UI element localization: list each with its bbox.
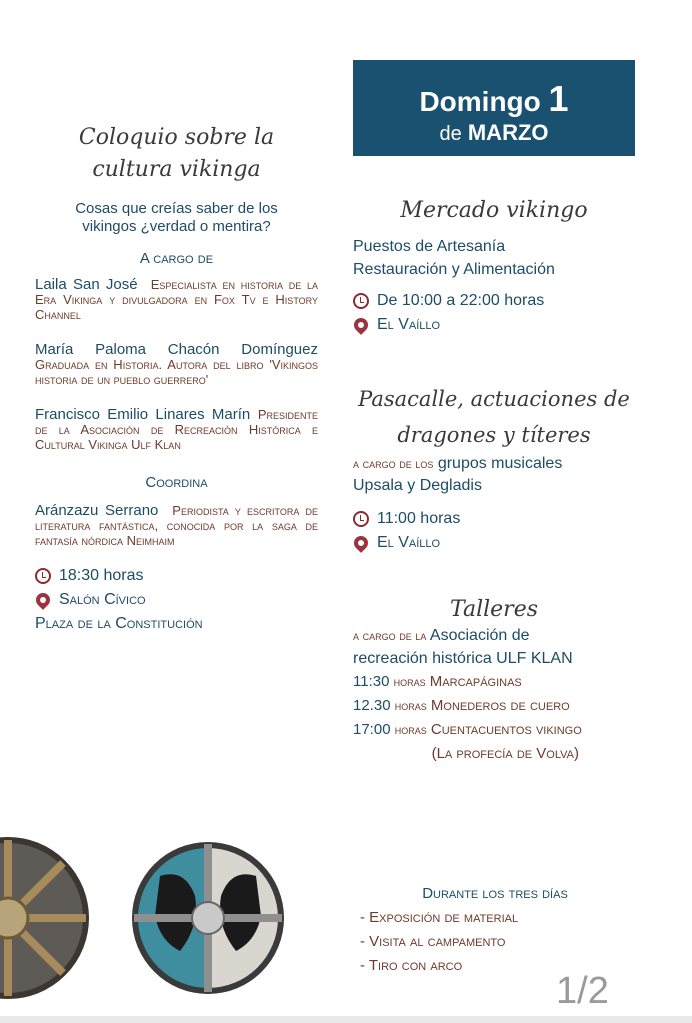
coordinator-name: Aránzazu Serrano (35, 502, 159, 519)
location-pin-icon (33, 590, 53, 610)
right-column (353, 198, 635, 766)
shield-icon (0, 840, 86, 996)
place: Salón Cívico (59, 591, 146, 608)
place-row (353, 313, 635, 337)
speaker (35, 407, 318, 452)
colloquium-title (35, 122, 318, 186)
workshop-name: Cuentacuentos vikingo (430, 721, 582, 738)
location-pin-icon (351, 315, 371, 335)
groups: Upsala y Degladis (353, 477, 482, 494)
org: Asociación de (429, 627, 530, 644)
location-pin-icon (351, 533, 371, 553)
talleres-title: Talleres (450, 597, 538, 622)
mercado-title: Mercado vikingo (400, 198, 588, 223)
workshop-list (353, 670, 635, 766)
workshop-item (353, 670, 635, 694)
speaker-desc: Presidente de la Asociación de Recreación Histórica e Cultural Vikinga Ulf Klan (35, 407, 318, 452)
workshop-item (353, 694, 635, 718)
workshop-item (353, 718, 635, 742)
place: El Vaíllo (377, 534, 441, 551)
prefix: a cargo de la (353, 628, 427, 643)
activity-item: - Visita al campamento (360, 933, 506, 950)
time: De 10:00 a 22:00 horas (377, 292, 545, 309)
prefix: a cargo de los (353, 456, 434, 471)
groups: grupos musicales (437, 455, 563, 472)
raven-shield-icon (132, 842, 284, 994)
time-row (353, 507, 635, 531)
mercado-line: Restauración y Alimentación (353, 261, 555, 278)
all-days-heading: Durante los tres días (422, 885, 568, 902)
date-banner (353, 60, 635, 156)
clock-icon (353, 511, 369, 527)
speaker (35, 342, 318, 387)
coordinator-desc: Periodista y escritora de literatura fantástica, conocida por la saga de fantasía nórdica Neimhaim (35, 503, 318, 548)
all-days-box (360, 882, 610, 978)
mercado-line: Puestos de Artesanía (353, 238, 506, 255)
workshop-name: Monederos de cuero (430, 697, 570, 714)
speaker (35, 277, 318, 322)
workshop-time: 17:00 (353, 721, 391, 738)
page-indicator: 1/2 (556, 970, 609, 1012)
workshop-unit: horas (393, 674, 426, 689)
month: MARZO (467, 120, 549, 145)
speaker-name: Laila San José (35, 276, 138, 293)
subtitle: Cosas que creías saber de los vikingos ¿verdad o mentira? (75, 200, 278, 235)
time-row (35, 564, 318, 588)
month-prefix: de (439, 123, 462, 145)
activity-item: - Exposición de material (360, 909, 519, 926)
pasacalle-title: Pasacalle, actuaciones de dragones y títeres (358, 387, 630, 447)
speaker-desc: Especialista en historia de la Era Vikinga y divulgadora en Fox Tv e History Channel (35, 277, 318, 322)
title-line: cultura vikinga (92, 157, 261, 182)
clock-icon (353, 293, 369, 309)
time: 18:30 horas (59, 567, 144, 584)
a-cargo-label: A cargo de (139, 250, 214, 267)
day: Domingo (419, 86, 541, 117)
place: El Vaíllo (377, 316, 441, 333)
address: Plaza de la Constitución (35, 615, 203, 632)
viking-shields-image (0, 826, 290, 1016)
workshop-note: (La profecía de Volva) (431, 745, 579, 762)
workshop-unit: horas (394, 722, 427, 737)
speaker-name: María Paloma Chacón Domínguez (35, 341, 318, 358)
speaker-name: Francisco Emilio Linares Marín (35, 406, 251, 423)
speaker-desc: Graduada en Historia. Autora del libro 'Vikingos historia de un pueblo guerrero' (35, 357, 318, 387)
coordina-label: Coordina (145, 474, 208, 491)
time: 11:00 horas (377, 510, 461, 527)
bottom-bar (0, 1016, 692, 1023)
org: recreación histórica ULF KLAN (353, 650, 573, 667)
place-row (35, 588, 318, 612)
workshop-time: 11:30 (353, 673, 390, 690)
title-line: Coloquio sobre la (78, 125, 275, 150)
time-row (353, 289, 635, 313)
clock-icon (35, 568, 51, 584)
activity-item: - Tiro con arco (360, 957, 463, 974)
workshop-unit: horas (394, 698, 427, 713)
day-number: 1 (548, 78, 569, 119)
workshop-time: 12.30 (353, 697, 391, 714)
place-row (353, 531, 635, 555)
coordinator (35, 503, 318, 548)
left-column (35, 122, 318, 636)
workshop-name: Marcapáginas (429, 673, 522, 690)
